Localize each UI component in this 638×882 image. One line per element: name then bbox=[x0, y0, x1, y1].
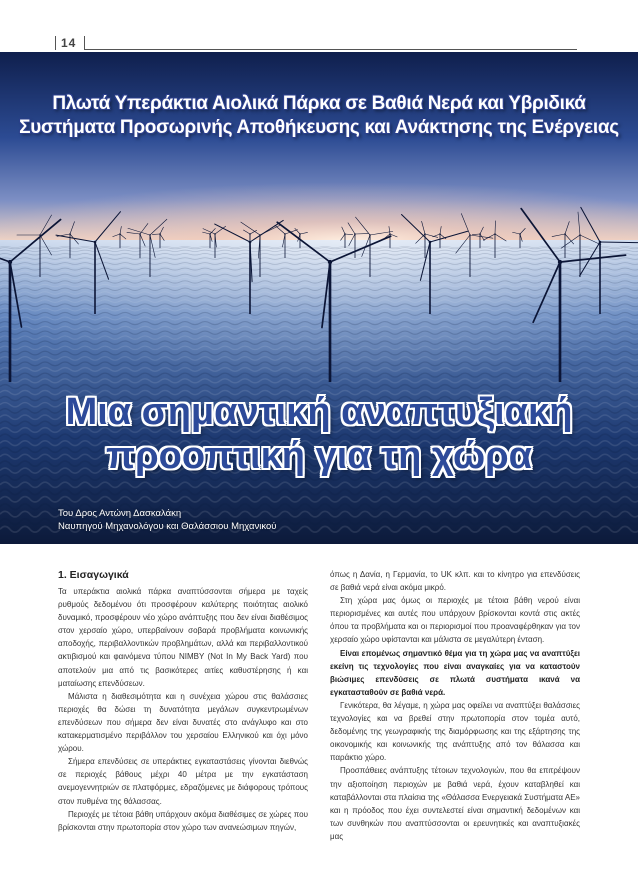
headline-line-2: προοπτική για τη χώρα bbox=[106, 435, 532, 477]
paragraph: Περιοχές με τέτοια βάθη υπάρχουν ακόμα διαθέσιμες σε χώρες που βρίσκονται στην πρωτοπορία στον χώρο των ανανεώσιμων πηγών, bbox=[58, 809, 308, 832]
header-divider bbox=[55, 36, 56, 50]
author-title: Ναυπηγού Μηχανολόγου και Θαλάσσιου Μηχανικού bbox=[58, 521, 277, 532]
paragraph: Μάλιστα η διαθεσιμότητα και η συνέχεια χώρου στις θαλάσσιες περιοχές θα δώσει τη δυνατότητα μεγάλων συγκεντρωμένων επενδύσεων που σήμερα δεν είναι δυνατές στο ανάγλυφο και στο κατακερματισμένο περιβάλλον του χερσαίου Ελληνικού και όχι μόνο χώρου. bbox=[58, 691, 308, 754]
sunset-glow bbox=[0, 142, 638, 242]
paragraph: Σήμερα επενδύσεις σε υπεράκτιες εγκαταστάσεις γίνονται διεθνώς σε περιοχές βάθους μέχρι 40 μέτρα με την εγκατάσταση ανεμογεννητριών σε πλατφόρμες, εδραζόμενες με διάφορους τρόπους στον πυθμένα της θάλασσας. bbox=[58, 757, 308, 806]
emphasis-paragraph bbox=[330, 647, 580, 699]
article-title-line-2: Συστήματα Προσωρινής Αποθήκευσης και Ανάκτησης της Ενέργειας bbox=[19, 117, 619, 138]
hero-image bbox=[0, 52, 638, 544]
article-column-left bbox=[58, 568, 308, 834]
page-header bbox=[55, 36, 577, 50]
article-column-right bbox=[330, 568, 580, 843]
paragraph: Στη χώρα μας όμως οι περιοχές με τέτοια βάθη νερού είναι περιορισμένες και αυτές που υπάρχουν βρίσκονται κοντά στις ακτές όπου τα προβλήματα και οι περιορισμοί που προαναφέρθηκαν για τον χερσαίο χώρο υφίστανται και μάλιστα σε μεγαλύτερη ένταση. bbox=[330, 596, 580, 645]
byline bbox=[58, 507, 277, 533]
section-title: 1. Εισαγωγικά bbox=[58, 569, 129, 581]
header-divider bbox=[84, 36, 85, 50]
headline bbox=[0, 390, 638, 478]
paragraph: Προσπάθειες ανάπτυξης τέτοιων τεχνολογιών, που θα επιτρέψουν την αξιοποίηση περιοχών με βαθιά νερά, έχουν καταβληθεί και καταβάλλονται στα πλαίσια της «Θάλασσα Ενεργειακά Συστήματα ΑΕ» και η πρόοδος που έχει συντελεστεί είναι σημαντική δεδομένων και των συνθηκών που αναπτύσσονται οι ερευνητικές και αναπτυξιακές μας bbox=[330, 766, 580, 841]
headline-line-1: Μια σημαντική αναπτυξιακή bbox=[65, 391, 573, 433]
emphasis-text: Είναι επομένως σημαντικό θέμα για τη χώρα μας να αναπτύξει εκείνη τις τεχνολογίες που είναι αναγκαίες για να καταστούν βιώσιμες επενδύσεις σε πλωτά συστήματα ικανά να εγκατασταθούν σε βαθιά νερά. bbox=[330, 648, 580, 697]
paragraph: Γενικότερα, θα λέγαμε, η χώρα μας οφείλει να αναπτύξει θαλάσσιες τεχνολογίες και να βρεθεί στην πρωτοπορία στον τομέα αυτό, δεδομένης της γεωγραφικής της διαμόρφωσης και της εξάρτησης της οικονομικής και κοινωνικής της ανάπτυξης από τον θάλασσα και παράκτιο χώρο. bbox=[330, 700, 580, 763]
article-title bbox=[0, 92, 638, 140]
page-number: 14 bbox=[61, 36, 77, 50]
paragraph: Τα υπεράκτια αιολικά πάρκα αναπτύσσονται σήμερα με ταχείς ρυθμούς δεδομένου ότι προσφέρουν καλύτερης ποιότητας αιολικό δυναμικό, προσφέρουν νέο χώρο ανάπτυξης που δεν είναι διαθέσιμος στον χερσαίο χώρο, υπερβαίνουν σοβαρά προβλήματα κοινωνικής αποδοχής, περιβαλλοντικών προβλημάτων, αλλά και περιβαλλοντικού ακτιβισμού και φαινόμενα τύπου NIMBY (Not In My Back Yard) που αποτελούν μια από τις βασικότερες αιτίες καθυστέρησης ή και ματαίωσης επενδύσεων. bbox=[58, 587, 308, 688]
paragraph: όπως η Δανία, η Γερμανία, το UK κλπ. και το κίνητρο για επενδύσεις σε βαθιά νερά είναι ακόμα μικρό. bbox=[330, 570, 580, 593]
header-rule bbox=[84, 49, 577, 50]
author-name: Του Δρος Αντώνη Δασκαλάκη bbox=[58, 508, 182, 519]
article-title-line-1: Πλωτά Υπεράκτια Αιολικά Πάρκα σε Βαθιά Νερά και Υβριδικά bbox=[52, 93, 586, 114]
